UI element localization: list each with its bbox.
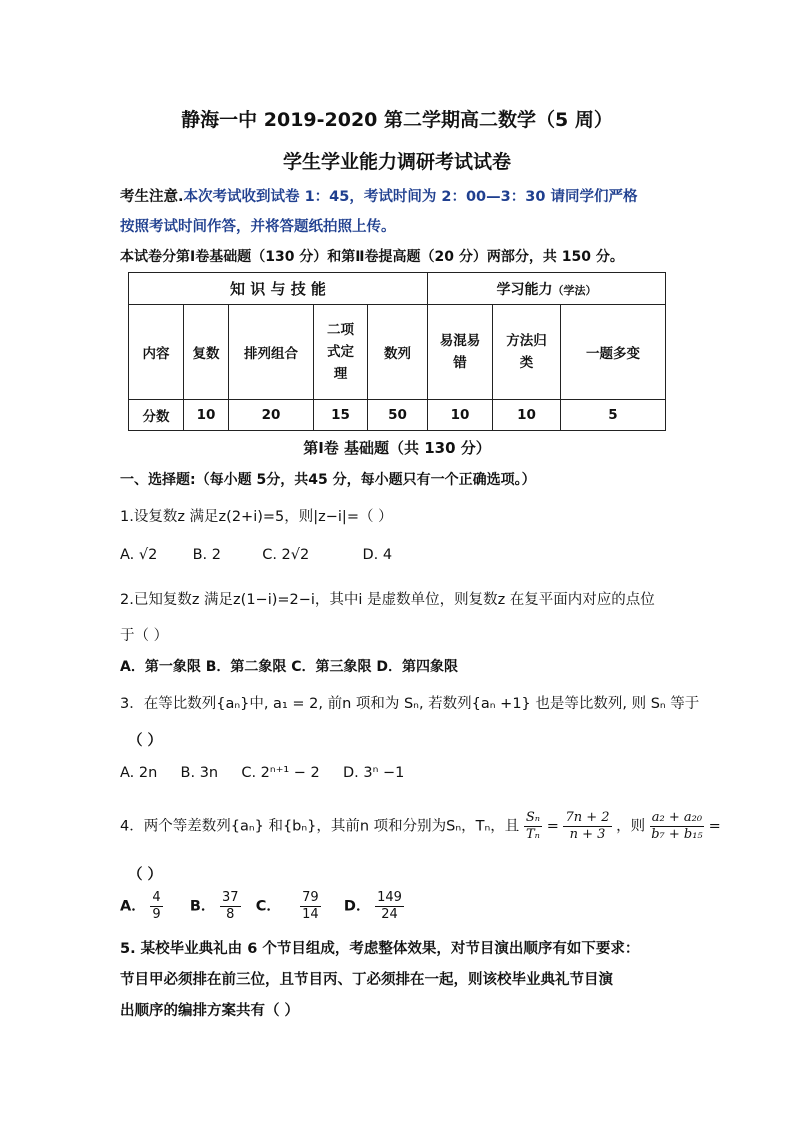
table-header-row xyxy=(129,273,666,305)
col-name: 一题多变 xyxy=(561,305,666,400)
col-name-line: 易混易 xyxy=(439,333,481,349)
question-4-text-b: ，则 xyxy=(616,818,646,835)
option-c: C. 2ⁿ⁺¹ − 2 xyxy=(241,765,320,781)
fraction-denominator: 14 xyxy=(302,907,319,922)
table-content-row xyxy=(129,305,666,400)
option-label: C． xyxy=(255,898,281,915)
row-label-score: 分数 xyxy=(129,400,184,431)
col-name-line: 式定 xyxy=(327,344,354,360)
score-table xyxy=(128,272,666,431)
group-knowledge: 知 识 与 技 能 xyxy=(129,273,428,305)
col-name-line: 二项 xyxy=(327,322,354,338)
col-name: 排列组合 xyxy=(229,305,314,400)
col-name: 复数 xyxy=(184,305,229,400)
fraction-numerator: 79 xyxy=(302,890,319,905)
group-ability-label: 学习能力 xyxy=(496,281,553,298)
table-score-row xyxy=(129,400,666,431)
fraction-s-over-t xyxy=(524,810,542,843)
option-c: C. 2√2 xyxy=(262,547,310,563)
group-ability xyxy=(428,273,666,305)
question-2-stem-2: 于（ ） xyxy=(120,628,169,644)
question-2-options: A．第一象限 B．第二象限 C．第三象限 D．第四象限 xyxy=(120,659,459,675)
fraction-denominator: 24 xyxy=(381,907,398,922)
fraction-denominator: b₇ + b₁₅ xyxy=(651,827,703,842)
fraction-numerator: 149 xyxy=(377,890,402,905)
intro-text: 本试卷分第Ⅰ卷基础题（130 分）和第Ⅱ卷提高题（20 分）两部分，共 150 分。 xyxy=(120,249,624,265)
question-3-stem-2: （ ） xyxy=(128,733,163,749)
score-cell: 5 xyxy=(561,400,666,431)
question-4-options xyxy=(120,890,404,923)
row-label-content: 内容 xyxy=(129,305,184,400)
notice-text-1: 本次考试收到试卷 1：45，考试时间为 2：00—3：30 请同学们严格 xyxy=(183,189,638,205)
score-cell: 10 xyxy=(493,400,561,431)
notice-label: 考生注意. xyxy=(120,189,184,205)
col-name-line: 理 xyxy=(333,366,348,382)
fraction-numerator: 7n + 2 xyxy=(565,810,610,825)
equals-sign: = xyxy=(708,818,721,835)
question-4-stem-1 xyxy=(120,810,721,843)
question-4-stem-2: （ ） xyxy=(128,867,163,883)
notice-line1 xyxy=(120,185,637,206)
fraction-denominator: Tₙ xyxy=(526,827,540,842)
question-1-stem: 1.设复数z 满足z(2+i)=5，则|z−i|=（ ） xyxy=(120,509,393,525)
col-name: 数列 xyxy=(368,305,428,400)
option-d: D. 4 xyxy=(362,547,393,563)
option-d: D. 3ⁿ −1 xyxy=(342,765,405,781)
question-4-text-a: 4．两个等差数列{aₙ} 和{bₙ}，其前n 项和分别为Sₙ，Tₙ，且 xyxy=(120,818,520,835)
score-cell: 10 xyxy=(184,400,229,431)
col-name xyxy=(493,305,561,400)
fraction-numerator: a₂ + a₂₀ xyxy=(651,810,703,825)
option-a-fraction xyxy=(150,890,162,923)
section-heading: 第Ⅰ卷 基础题（共 130 分） xyxy=(303,439,491,457)
question-3-options xyxy=(120,765,404,781)
page-title: 静海一中 2019-2020 第二学期高二数学（5 周） xyxy=(181,109,613,131)
option-b-fraction xyxy=(220,890,241,923)
option-label: A． xyxy=(120,898,146,915)
option-a: A. 2n xyxy=(120,765,158,781)
part-heading: 一、选择题:（每小题 5分，共45 分，每小题只有一个正确选项。） xyxy=(120,472,536,488)
fraction-numerator: 37 xyxy=(222,890,239,905)
fraction-numerator: Sₙ xyxy=(525,810,541,825)
question-5-line2: 节目甲必须排在前三位，且节目丙、丁必须排在一起，则该校毕业典礼节目演 xyxy=(120,972,613,988)
option-label: D． xyxy=(343,898,371,915)
score-cell: 20 xyxy=(229,400,314,431)
question-5-line1: 5. 某校毕业典礼由 6 个节目组成，考虑整体效果，对节目演出顺序有如下要求： xyxy=(120,941,640,957)
col-name xyxy=(314,305,368,400)
col-name-line: 类 xyxy=(519,355,534,371)
question-5-line3: 出顺序的编排方案共有（ ） xyxy=(120,1003,300,1019)
group-ability-sub: （学法） xyxy=(552,283,597,297)
page-subtitle: 学生学业能力调研考试试卷 xyxy=(282,151,511,173)
option-b: B. 3n xyxy=(180,765,219,781)
col-name xyxy=(428,305,493,400)
col-name-line: 错 xyxy=(453,355,467,371)
fraction-ratio xyxy=(563,810,611,843)
score-cell: 50 xyxy=(368,400,428,431)
question-3-stem-1: 3．在等比数列{aₙ}中, a₁ = 2, 前n 项和为 Sₙ, 若数列{aₙ +1} 也是等比数列, 则 Sₙ 等于 xyxy=(120,696,700,712)
score-cell: 15 xyxy=(314,400,368,431)
question-2-stem-1: 2.已知复数z 满足z(1−i)=2−i，其中i 是虚数单位，则复数z 在复平面内对应的点位 xyxy=(120,592,655,608)
question-1-options xyxy=(120,547,392,563)
equals-sign: = xyxy=(546,818,559,835)
option-d-fraction xyxy=(375,890,404,923)
fraction-denominator: 9 xyxy=(152,907,161,922)
notice-text-2: 按照考试时间作答，并将答题纸拍照上传。 xyxy=(120,219,396,235)
fraction-denominator: n + 3 xyxy=(569,827,606,842)
fraction-denominator: 8 xyxy=(226,907,235,922)
option-label: B． xyxy=(189,898,216,915)
option-c-fraction xyxy=(300,890,321,923)
score-cell: 10 xyxy=(428,400,493,431)
fraction-numerator: 4 xyxy=(152,890,161,905)
col-name-line: 方法归 xyxy=(506,333,547,349)
fraction-target xyxy=(650,810,704,843)
option-a: A. √2 xyxy=(120,547,158,563)
option-b: B. 2 xyxy=(192,547,221,563)
